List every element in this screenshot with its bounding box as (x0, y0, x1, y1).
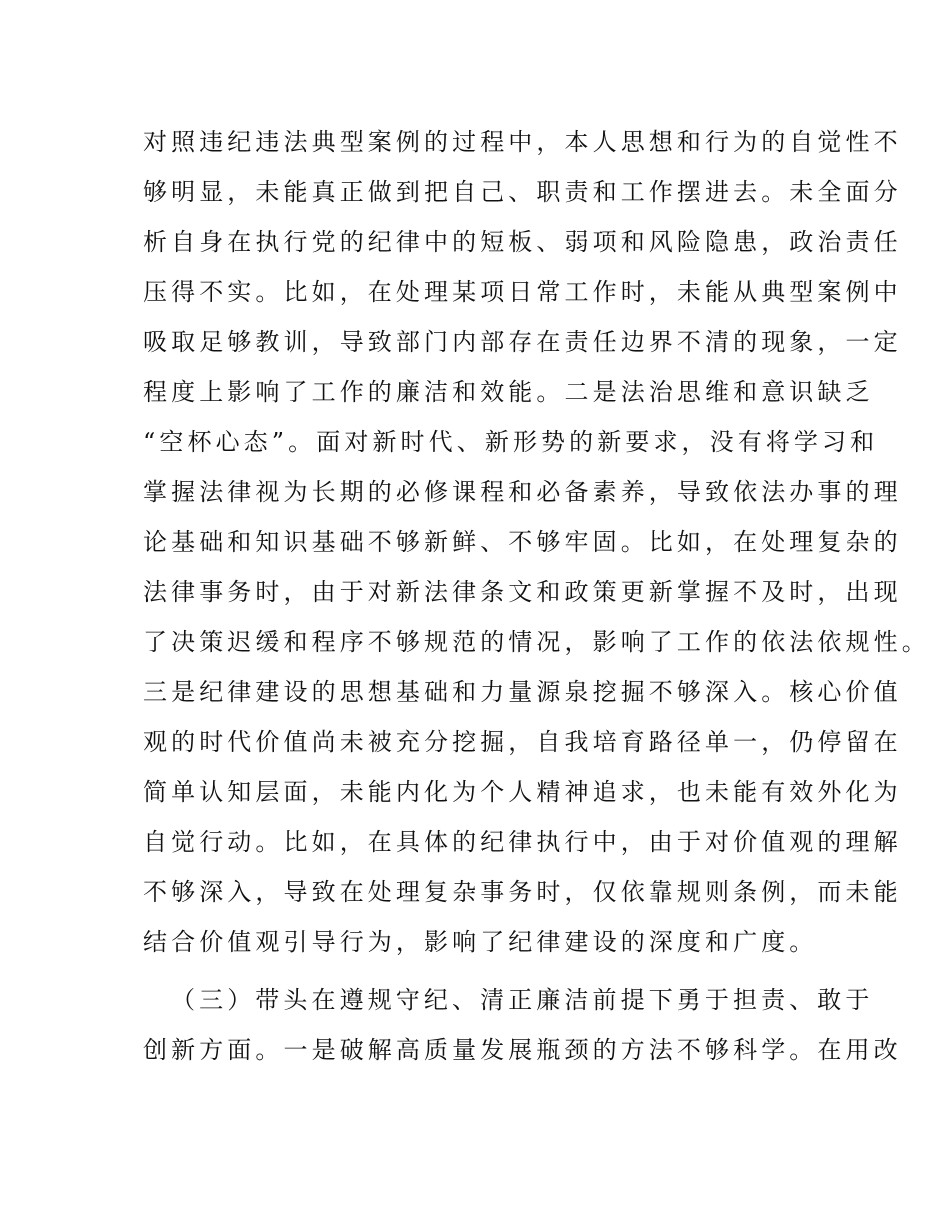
paragraph-line: 创新方面。一是破解高质量发展瓶颈的方法不够科学。在用改 (143, 1036, 902, 1064)
section-heading-line: （三）带头在遵规守纪、清正廉洁前提下勇于担责、敢于 (171, 986, 874, 1014)
paragraph-line: 程度上影响了工作的廉洁和效能。二是法治思维和意识缺乏 (143, 378, 874, 406)
paragraph-line: 法律事务时，由于对新法律条文和政策更新掌握不及时，出现 (143, 578, 902, 606)
paragraph-line: 析自身在执行党的纪律中的短板、弱项和风险隐患，政治责任 (143, 228, 902, 256)
paragraph-line: 结合价值观引导行为，影响了纪律建设的深度和广度。 (143, 928, 818, 956)
paragraph-line: 观的时代价值尚未被充分挖掘，自我培育路径单一，仍停留在 (143, 728, 902, 756)
paragraph-line: 论基础和知识基础不够新鲜、不够牢固。比如，在处理复杂的 (143, 528, 902, 556)
paragraph-line: 三是纪律建设的思想基础和力量源泉挖掘不够深入。核心价值 (143, 678, 902, 706)
paragraph-line: 压得不实。比如，在处理某项日常工作时，未能从典型案例中 (143, 278, 902, 306)
paragraph-line: 够明显，未能真正做到把自己、职责和工作摆进去。未全面分 (143, 178, 902, 206)
paragraph-line: “空杯心态”。面对新时代、新形势的新要求，没有将学习和 (143, 428, 879, 456)
paragraph-line: 自觉行动。比如，在具体的纪律执行中，由于对价值观的理解 (143, 828, 902, 856)
paragraph-line: 对照违纪违法典型案例的过程中，本人思想和行为的自觉性不 (143, 128, 902, 156)
paragraph-line: 吸取足够教训，导致部门内部存在责任边界不清的现象，一定 (143, 328, 902, 356)
paragraph-line: 简单认知层面，未能内化为个人精神追求，也未能有效外化为 (143, 778, 902, 806)
paragraph-line: 了决策迟缓和程序不够规范的情况，影响了工作的依法依规性。 (143, 628, 930, 656)
paragraph-line: 掌握法律视为长期的必修课程和必备素养，导致依法办事的理 (143, 478, 902, 506)
paragraph-line: 不够深入，导致在处理复杂事务时，仅依靠规则条例，而未能 (143, 878, 902, 906)
